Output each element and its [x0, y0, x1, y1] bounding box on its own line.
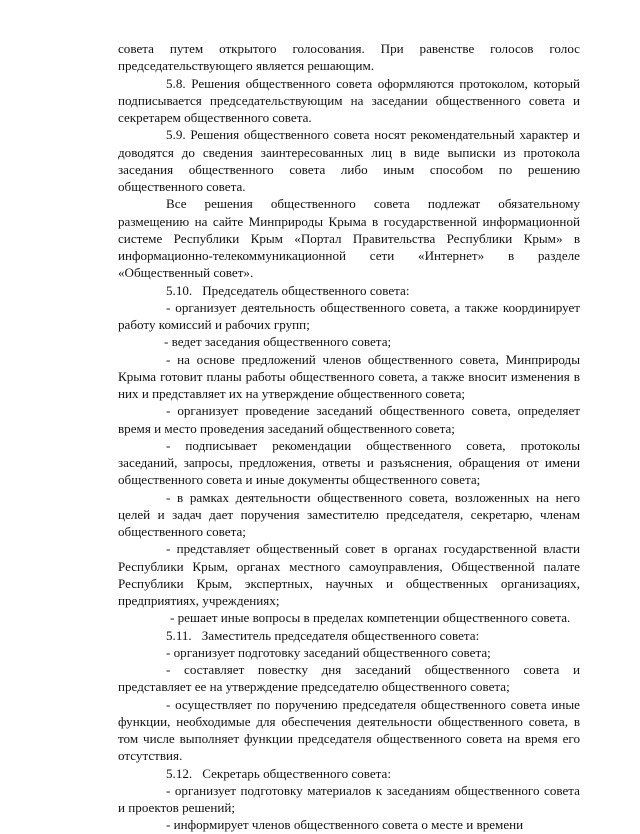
paragraph-5-8: 5.8. Решения общественного совета оформляются протоколом, который подписывается председательствующим на заседании общественного совета и секретарем общественного совета.: [118, 75, 580, 125]
list-item: - составляет повестку дня заседаний общественного совета и представляет ее на утверждение председателю общественного совета;: [118, 662, 580, 695]
paragraph-5-9: 5.9. Решения общественного совета носят рекомендательный характер и доводятся до сведения заинтересованных лиц в виде выписки из протокола заседания общественного совета либо иным способом по решению общественного совета.: [118, 127, 580, 194]
list-item: - организует подготовку заседаний общественного совета;: [166, 644, 491, 660]
section-5-11-heading: [118, 627, 580, 644]
paragraph-publication: Все решения общественного совета подлежат обязательному размещению на сайте Минприроды Крыма в государственной информационной системе Республики Крым «Портал Правительства Республики Крым» в информационно-телекоммуникационной сети «Интернет» в разделе «Общественный совет».: [118, 196, 580, 281]
section-5-12-heading: [118, 765, 580, 782]
list-item: - организует проведение заседаний общественного совета, определяет время и место проведения заседаний общественного совета;: [118, 403, 580, 436]
list-item: - в рамках деятельности общественного совета, возложенных на него целей и задач дает поручения заместителю председателя, секретарю, членам общественного совета;: [118, 489, 580, 539]
section-number: 5.12.: [166, 765, 193, 781]
section-title: Секретарь общественного совета:: [202, 765, 392, 781]
section-number: 5.11.: [166, 627, 192, 643]
list-item: - решает иные вопросы в пределах компетенции общественного совета.: [170, 610, 571, 626]
list-item: - представляет общественный совет в органах государственной власти Республики Крым, органах местного самоуправления, Общественной палате Республики Крым, экспертных, научных и общественных организациях, предприятиях, учреждениях;: [118, 541, 580, 608]
list-item: - на основе предложений членов общественного совета, Минприроды Крыма готовит планы работы общественного совета, а также вносит изменения в них и представляет их на утверждение общественного совета;: [118, 351, 580, 401]
section-number: 5.10.: [166, 282, 193, 298]
list-item: - ведет заседания общественного совета;: [164, 334, 392, 350]
section-title: Председатель общественного совета:: [202, 282, 410, 298]
list-item: - подписывает рекомендации общественного совета, протоколы заседаний, запросы, предложения, ответы и разъяснения, обращения от имени общественного совета и иные документы общественного совета;: [118, 437, 580, 488]
document-body: [118, 40, 580, 834]
list-item: - осуществляет по поручению председателя общественного совета иные функции, необходимые для обеспечения деятельности общественного совета, в том числе выполняет функции председателя общественного совета на время его отсутствия.: [118, 696, 580, 764]
list-item: - информирует членов общественного совета о месте и времени: [166, 817, 524, 833]
list-item: - организует деятельность общественного совета, а также координирует работу комиссий и рабочих групп;: [118, 299, 580, 332]
list-item: - организует подготовку материалов к заседаниям общественного совета и проектов решений;: [118, 782, 580, 815]
section-5-10-heading: [118, 282, 580, 299]
paragraph-voting: совета путем открытого голосования. При равенстве голосов голос председательствующего является решающим.: [118, 41, 580, 74]
section-title: Заместитель председателя общественного совета:: [201, 627, 480, 643]
